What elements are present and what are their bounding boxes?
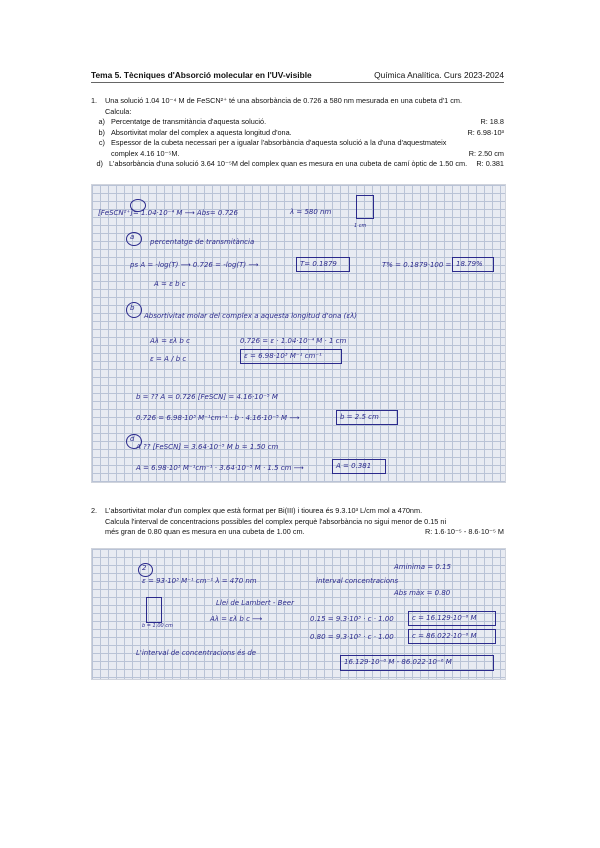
hw1-d-label: d — [130, 435, 135, 443]
hw1-b-title: Absortivitat molar del complex a aquesta longitud d'ona (ελ) — [144, 312, 357, 320]
hw2-amax: Abs màx = 0.80 — [394, 589, 451, 597]
cuvette-icon-2 — [146, 597, 162, 623]
hw1-cm: 1 cm — [354, 223, 367, 229]
handwritten-solution-2 — [91, 548, 506, 680]
hw2-beer: Aλ = ελ b c ⟶ — [210, 615, 263, 623]
hw2-res2: c = 86.022·10⁻⁶ M — [412, 632, 477, 640]
hw2-num: 2 — [142, 564, 147, 572]
hw1-b-res: ε = 6.98·10³ M⁻¹ cm⁻¹ — [244, 352, 322, 360]
question-1-item-c: c) Espessor de la cubeta necessari per a igualar l'absorbància d'aquesta solució a la d'una d'aquestmateix complex 4.16 10⁻⁵M. R: 2.50 cm — [98, 138, 504, 158]
hw1-a-pct: T% = 0.1879·100 = — [382, 261, 452, 269]
hw1-d-head: A ?? [FeSCN] = 3.64·10⁻⁵ M b = 1.50 cm — [136, 443, 279, 451]
hw1-c-eq: 0.726 = 6.98·10³ M⁻¹cm⁻¹ · b · 4.16·10⁻⁵ M ⟶ — [136, 414, 300, 422]
hw1-a-label: a — [130, 233, 135, 241]
handwritten-solution-1 — [91, 184, 506, 483]
question-2-text-3: més gran de 0.80 quan es mesura en una cubeta de 1.00 cm. — [105, 527, 305, 536]
hw2-eq2: 0.80 = 9.3·10³ · c · 1.00 — [310, 633, 394, 641]
hw2-cm: b = 1.00 cm — [142, 623, 173, 629]
hw1-b-eq1: Aλ = ελ b c — [150, 337, 190, 345]
hw1-a-beer: A = ε b c — [154, 280, 186, 288]
question-1-item-a: a) Percentatge de transmitància d'aquesta solució. R: 18.8 — [98, 117, 504, 126]
question-2-number: 2. — [91, 506, 98, 515]
question-2-text-2: Calcula l'interval de concentracions possibles del complex perquè l'absorbància no sigui menor de 0.15 ni — [105, 516, 447, 526]
hw1-c-res: b = 2.5 cm — [340, 413, 379, 421]
question-1-calc: Calcula: — [105, 106, 132, 116]
question-1-text: Una solució 1.04 10⁻⁴ M de FeSCN²⁺ té una absorbància de 0.726 a 580 nm mesurada en una cubeta d'1 cm. — [105, 96, 463, 105]
question-2-text-1: L'absortivitat molar d'un complex que està format per Bi(III) i tiourea és 9.3.10³ L/cm mol a 470nm. — [105, 506, 423, 515]
question-2 — [91, 506, 504, 538]
cuvette-icon — [356, 195, 374, 219]
hw2-res1: c = 16.129·10⁻⁶ M — [412, 614, 477, 622]
question-1-item-d: d) L'absorbància d'una solució 3.64 10⁻⁵M del complex quan es mesura en una cubeta de camí òptic de 1.50 cm. R: 0.381 — [96, 159, 504, 168]
hw1-a-title: percentatge de transmitància — [150, 238, 255, 246]
hw1-lambda: λ = 580 nm — [290, 208, 332, 216]
page-title: Tema 5. Tècniques d'Absorció molecular en l'UV-visible — [91, 70, 312, 80]
hw1-c-head: b = ?? A = 0.726 [FeSCN] = 4.16·10⁻⁵ M — [136, 393, 278, 401]
hw1-a-res: 18.79% — [456, 260, 483, 268]
question-1 — [91, 96, 504, 170]
hw1-b-label: b — [130, 304, 135, 312]
hw1-d-res: A = 0.381 — [336, 462, 372, 470]
hw2-eq1: 0.15 = 9.3·10³ · c · 1.00 — [310, 615, 394, 623]
course-label: Química Analítica. Curs 2023-2024 — [374, 70, 504, 80]
hw1-d-eq: A = 6.98·10³ M⁻¹cm⁻¹ · 3.64·10⁻⁵ M · 1.5 cm ⟶ — [136, 464, 304, 472]
header-divider — [91, 82, 504, 83]
hw2-law: Llei de Lambert - Beer — [216, 599, 294, 607]
hw1-given: [FeSCN²⁺]= 1.04·10⁻⁴ M ⟶ Abs= 0.726 — [98, 209, 238, 217]
hw2-interval-res: 16.129·10⁻⁶ M - 86.022·10⁻⁶ M — [344, 658, 452, 666]
hw1-b-eq2: 0.726 = ε · 1.04·10⁻⁴ M · 1 cm — [240, 337, 347, 345]
hw2-interval-text: L'interval de concentracions és de — [136, 649, 257, 657]
question-1-number: 1. — [91, 96, 98, 105]
hw2-amin: Aminima = 0.15 — [394, 563, 451, 571]
hw1-b-eq3: ε = A / b c — [150, 355, 187, 363]
hw2-interval: interval concentracions — [316, 577, 399, 585]
question-2-answer: R: 1.6·10⁻⁵ - 8.6·10⁻⁵ M — [424, 527, 504, 536]
hw2-given: ε = 93·10³ M⁻¹ cm⁻¹ λ = 470 nm — [142, 577, 257, 585]
hw1-a-eq: ps A = -log(T) ⟶ 0.726 = -log(T) ⟶ — [130, 261, 259, 269]
hw1-a-T: T= 0.1879 — [300, 260, 337, 268]
question-1-item-b: b) Absortivitat molar del complex a aquesta longitud d'ona. R: 6.98·10³ — [98, 127, 504, 137]
